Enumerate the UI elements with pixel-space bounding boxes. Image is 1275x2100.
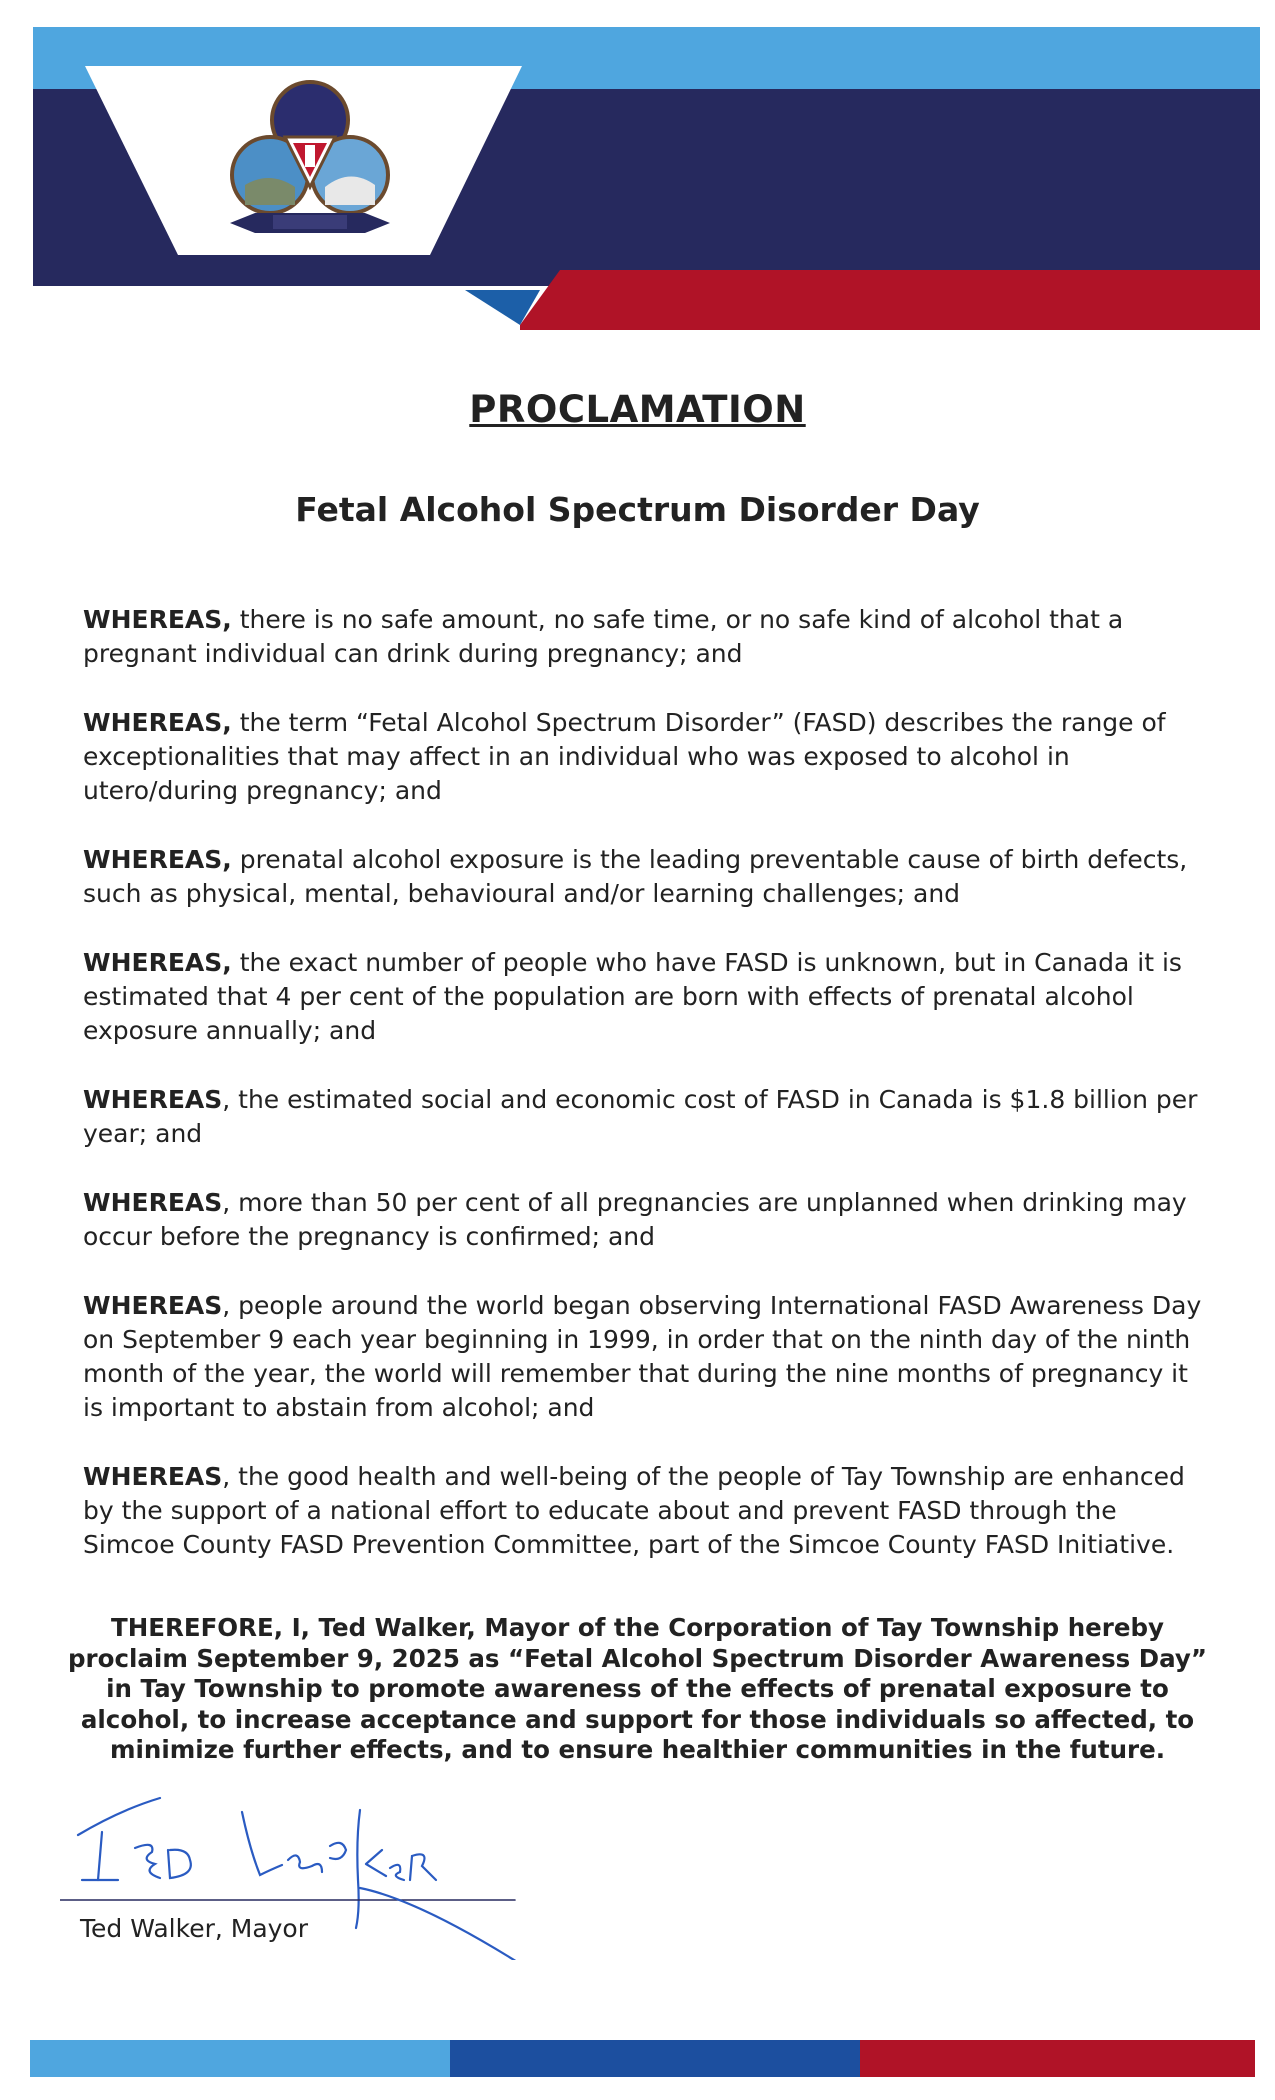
whereas-clause [83,1460,1213,1562]
document-title: PROCLAMATION [469,388,806,431]
tay-township-crest-icon [225,75,395,250]
clause-text: the term “Fetal Alcohol Spectrum Disorder” (FASD) describes the range of exceptionalities that may affect in an individual who was exposed to alcohol in utero/during pregnancy; and [83,708,1166,805]
clause-keyword: WHEREAS [83,1188,223,1217]
clause-text: the exact number of people who have FASD is unknown, but in Canada it is estimated that 4 per cent of the population are born with effects of prenatal alcohol exposure annually; and [83,948,1182,1045]
clause-text: , the estimated social and economic cost of FASD in Canada is $1.8 billion per year; and [83,1085,1198,1148]
document-subtitle: Fetal Alcohol Spectrum Disorder Day [295,490,980,529]
clause-keyword: WHEREAS, [83,845,232,874]
therefore-resolution: THEREFORE, I, Ted Walker, Mayor of the Corporation of Tay Township hereby proclaim September 9, 2025 as “Fetal Alcohol Spectrum Disorder Awareness Day” in Tay Township to promote awareness of the effects of prenatal exposure to alcohol, to increase acceptance and support for those individuals so affected, to minimize further effects, and to ensure healthier communities in the future. [68,1613,1207,1764]
whereas-clause [83,1186,1213,1254]
whereas-clause [83,706,1213,808]
signer-name: Ted Walker, Mayor [80,1914,309,1943]
whereas-clause [83,603,1213,671]
clause-text: , more than 50 per cent of all pregnancies are unplanned when drinking may occur before the pregnancy is confirmed; and [83,1188,1187,1251]
whereas-clause [83,946,1213,1048]
clause-keyword: WHEREAS [83,1291,223,1320]
clause-keyword: WHEREAS [83,1462,223,1491]
footer-navy-segment [450,2040,860,2077]
whereas-clause [83,1289,1213,1425]
whereas-clause [83,843,1213,911]
clause-keyword: WHEREAS, [83,708,232,737]
clause-text: prenatal alcohol exposure is the leading preventable cause of birth defects, such as physical, mental, behavioural and/or learning challenges; and [83,845,1188,908]
clause-text: , the good health and well-being of the people of Tay Township are enhanced by the support of a national effort to educate about and prevent FASD through the Simcoe County FASD Prevention Committee, part of the Simcoe County FASD Initiative. [83,1462,1185,1559]
footer-light-blue-segment [30,2040,450,2077]
footer-color-bar [30,2040,1255,2077]
clause-text: there is no safe amount, no safe time, or no safe kind of alcohol that a pregnant individual can drink during pregnancy; and [83,605,1124,668]
footer-red-segment [860,2040,1255,2077]
whereas-clauses [83,603,1213,1597]
whereas-clause [83,1083,1213,1151]
clause-keyword: WHEREAS [83,1085,223,1114]
header-banner [0,0,1275,340]
clause-keyword: WHEREAS, [83,948,232,977]
clause-text: , people around the world began observing International FASD Awareness Day on September 9 each year beginning in 1999, in order that on the ninth day of the ninth month of the year, the world will remember that during the nine months of pregnancy it is important to abstain from alcohol; and [83,1291,1202,1422]
clause-keyword: WHEREAS, [83,605,232,634]
